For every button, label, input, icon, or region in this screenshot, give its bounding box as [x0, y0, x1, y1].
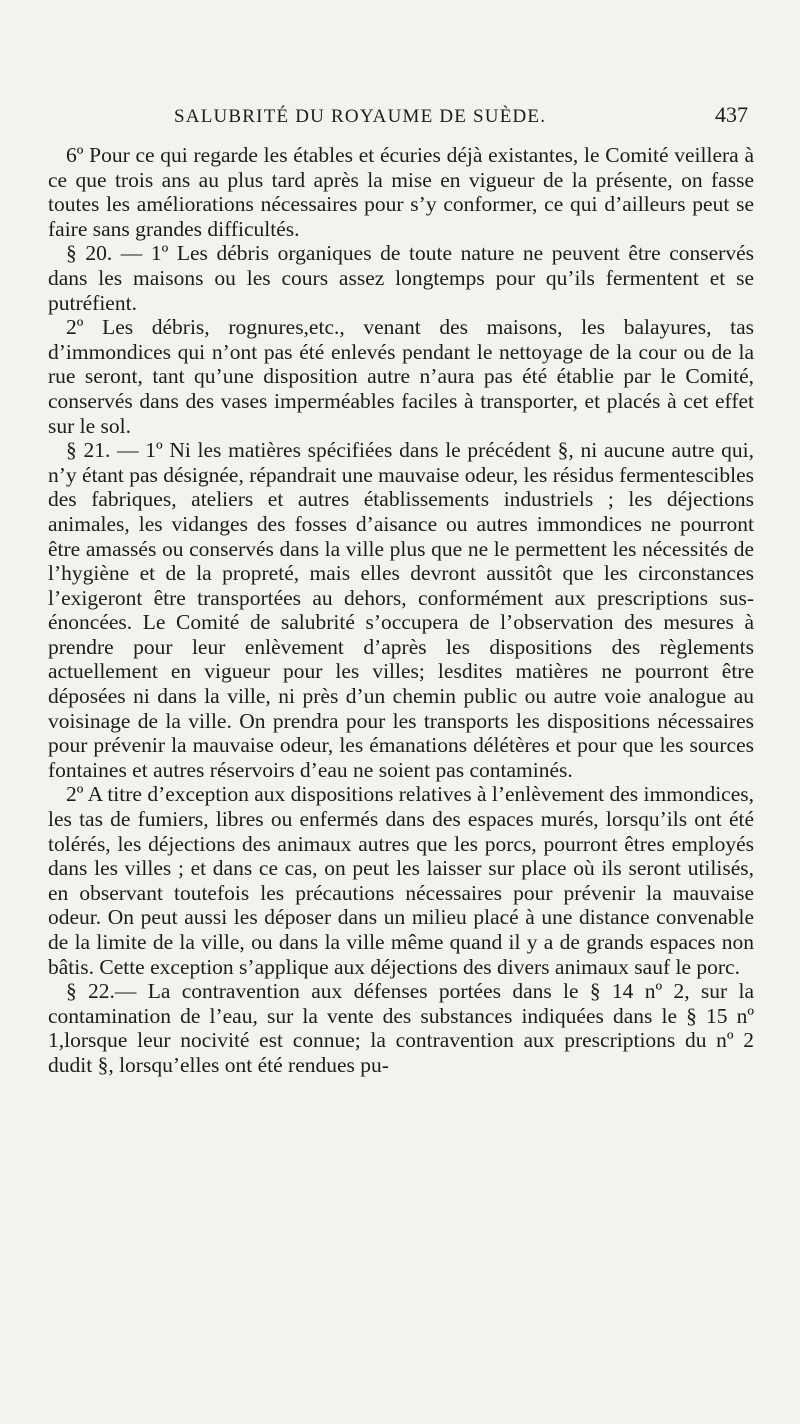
running-title: SALUBRITÉ DU ROYAUME DE SUÈDE.	[174, 106, 547, 127]
paragraph-section-20-2: 2º Les débris, rognures,etc., venant des maisons, les balayures, tas d’immondices qui n’ont pas été enlevés pendant le nettoyage de la cour ou de la rue seront, tant qu’une disposition autre n’aura pas été établie par le Comité, conservés dans des vases imperméables faciles à transporter, et placés à cet effet sur le sol.	[48, 315, 754, 438]
page-number: 437	[715, 102, 748, 127]
body-text	[48, 143, 754, 1078]
paragraph-section-20-1: § 20. — 1º Les débris organiques de toute nature ne peuvent être conservés dans les maisons ou les cours assez longtemps pour qu’ils fermentent et se putréfient.	[48, 241, 754, 315]
paragraph-6-stables: 6º Pour ce qui regarde les étables et écuries déjà existantes, le Comité veillera à ce que trois ans au plus tard après la mise en vigueur de la présente, on fasse toutes les améliorations nécessaires pour s’y conformer, ce qui d’ailleurs peut se faire sans grandes difficultés.	[48, 143, 754, 241]
paragraph-section-21-1: § 21. — 1º Ni les matières spécifiées dans le précédent §, ni aucune autre qui, n’y étant pas désignée, répandrait une mauvaise odeur, les résidus fermentescibles des fabriques, ateliers et autres établissements industriels ; les déjections animales, les vidanges des fosses d’aisance ou autres immondices ne pourront être amassés ou conservés dans la ville plus que ne le permettent les nécessités de l’hygiène et de la propreté, mais elles devront aussitôt que les circonstances l’exigeront être transportées au dehors, conformément aux prescriptions sus-énoncées. Le Comité de salubrité s’occupera de l’observation des mesures à prendre pour leur enlèvement d’après les dispositions des règlements actuellement en vigueur pour les villes; lesdites matières ne pourront être déposées ni dans la ville, ni près d’un chemin public ou autre voie analogue au voisinage de la ville. On prendra pour les transports les dispositions nécessaires pour prévenir la mauvaise odeur, les émanations délétères et pour que les sources fontaines et autres réservoirs d’eau ne soient pas contaminés.	[48, 438, 754, 782]
page-header	[48, 102, 748, 132]
paragraph-section-22: § 22.— La contravention aux défenses portées dans le § 14 nº 2, sur la contamination de l’eau, sur la vente des substances indiquées dans le § 15 nº 1,lorsque leur nocivité est connue; la contravention aux prescriptions du nº 2 dudit §, lorsqu’elles ont été rendues pu-	[48, 979, 754, 1077]
paragraph-section-21-2: 2º A titre d’exception aux dispositions relatives à l’enlèvement des immondices, les tas de fumiers, libres ou enfermés dans des espaces murés, lorsqu’ils ont été tolérés, les déjections des animaux autres que les porcs, pourront êtres employés dans les villes ; et dans ce cas, on peut les laisser sur place où ils seront utilisés, en observant toutefois les précautions nécessaires pour prévenir la mauvaise odeur. On peut aussi les déposer dans un milieu placé à une distance convenable de la limite de la ville, ou dans la ville même quand il y a de grands espaces non bâtis. Cette exception s’applique aux déjections des divers animaux sauf le porc.	[48, 782, 754, 979]
